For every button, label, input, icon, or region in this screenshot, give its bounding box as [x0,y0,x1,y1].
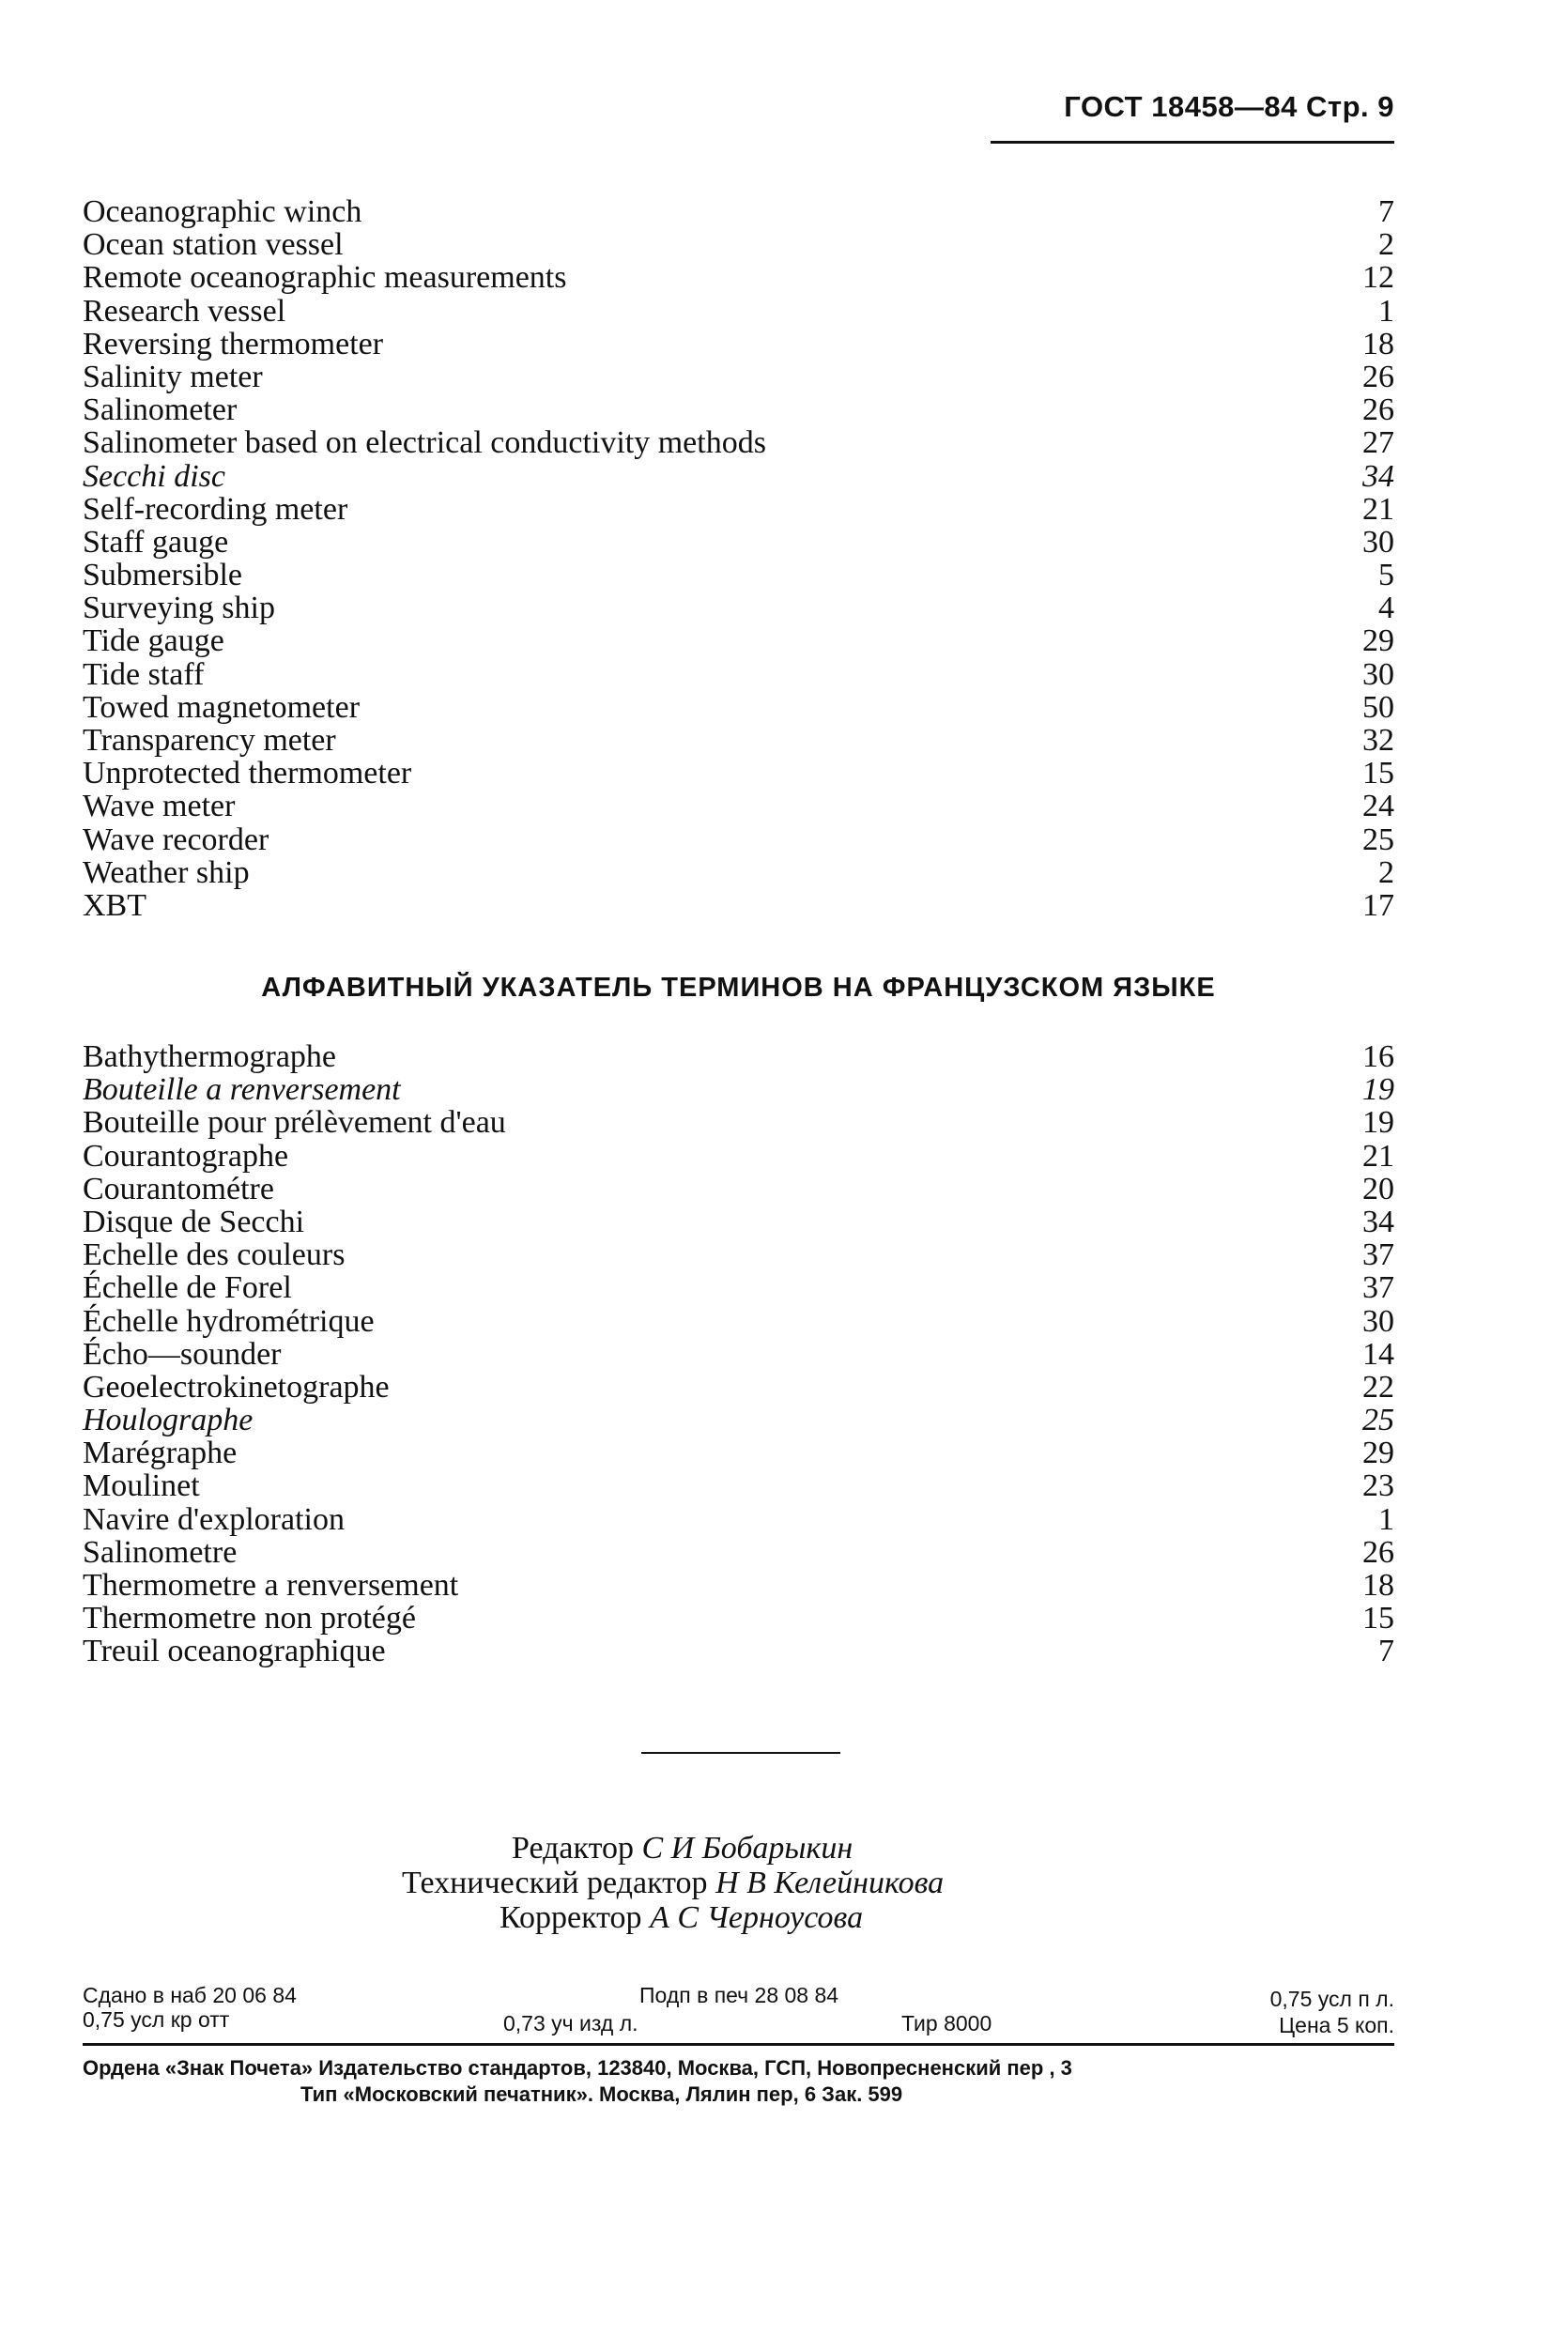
index-term: Bouteille a renversement [83,1072,401,1108]
index-page-number: 2 [1378,227,1394,263]
french-index-heading: АЛФАВИТНЫЙ УКАЗАТЕЛЬ ТЕРМИНОВ НА ФРАНЦУЗСКОМ ЯЗЫКЕ [261,973,1216,1003]
index-term: Écho—sounder [83,1336,282,1372]
index-page-number: 30 [1362,656,1394,692]
index-entry [83,1569,1394,1602]
index-page-number: 5 [1378,558,1394,593]
index-term: Remote oceanographic measurements [83,260,567,296]
index-page-number: 12 [1362,260,1394,296]
index-page-number: 29 [1362,623,1394,659]
index-term: Tide gauge [83,623,224,659]
index-page-number: 21 [1362,491,1394,527]
publisher-line-1: Ордена «Знак Почета» Издательство стандартов, 123840, Москва, ГСП, Новопресненский пер , 3 [83,2056,1072,2080]
editor-role: Редактор [512,1831,634,1866]
index-term: Towed magnetometer [83,689,361,725]
index-term: Salinometer based on electrical conductivity methods [83,425,766,461]
publisher-line-2: Тип «Московский печатник». Москва, Лялин пер, 6 Зак. 599 [300,2082,903,2106]
index-term: Unprotected thermometer [83,756,412,791]
index-page-number: 29 [1362,1436,1394,1471]
index-page-number: 27 [1362,425,1394,461]
index-page-number: 22 [1362,1369,1394,1405]
index-entry [83,361,1394,393]
index-term: Reversing thermometer [83,326,384,361]
index-page-number: 30 [1362,1303,1394,1339]
editor-credit [512,1831,853,1866]
index-entry [83,1503,1394,1536]
index-entry [83,1536,1394,1569]
index-page-number: 17 [1362,887,1394,923]
imprint-sent: Сдано в наб 20 06 84 [83,1983,297,2007]
index-page-number: 15 [1362,756,1394,791]
imprint-cond-sheets: 0,75 усл п л. [1269,1987,1394,2011]
index-term: Disque de Secchi [83,1204,305,1239]
index-entry [83,889,1394,922]
index-page-number: 2 [1378,854,1394,890]
index-term: Échelle hydrométrique [83,1303,375,1339]
index-page-number: 4 [1378,591,1394,626]
imprint-run: Тир 8000 [901,2011,992,2035]
index-entry [83,1271,1394,1304]
index-term: Wave meter [83,789,236,824]
index-entry [83,1106,1394,1139]
index-entry [83,1040,1394,1073]
index-page-number: 26 [1362,392,1394,428]
english-term-index [83,195,1394,922]
index-term: Échelle de Forel [83,1270,292,1306]
index-entry [83,493,1394,526]
corrector-role: Корректор [500,1900,642,1935]
index-page-number: 26 [1362,1534,1394,1570]
index-entry [83,393,1394,426]
index-entry [83,426,1394,459]
index-entry [83,1635,1394,1667]
index-entry [83,328,1394,361]
index-page-number: 18 [1362,326,1394,361]
index-entry [83,295,1394,328]
imprint-pub-sheets: 0,73 уч изд л. [503,2011,638,2035]
index-term: Courantométre [83,1171,274,1206]
index-entry [83,1436,1394,1469]
index-page-number: 19 [1362,1072,1394,1108]
index-entry [83,1140,1394,1173]
index-entry [83,724,1394,757]
index-entry [83,1371,1394,1404]
index-term: Navire d'exploration [83,1501,345,1537]
index-entry [83,1469,1394,1502]
imprint-signed: Подп в печ 28 08 84 [639,1983,839,2007]
index-page-number: 26 [1362,359,1394,394]
index-term: Marégraphe [83,1436,238,1471]
header-rule [991,141,1394,144]
index-page-number: 7 [1378,194,1394,229]
index-term: Salinity meter [83,359,263,394]
index-term: Oceanographic winch [83,194,362,229]
index-entry [83,823,1394,856]
divider-rule [641,1752,840,1754]
index-term: Transparency meter [83,723,336,758]
index-term: Ocean station vessel [83,227,344,263]
index-page-number: 19 [1362,1105,1394,1141]
index-entry [83,559,1394,591]
index-page-number: 30 [1362,524,1394,560]
tech-editor-role: Технический редактор [402,1866,708,1900]
index-term: Houlographe [83,1403,254,1438]
index-term: Surveying ship [83,591,275,626]
index-entry [83,856,1394,889]
index-term: XBT [83,887,146,923]
page-header: ГОСТ 18458—84 Стр. 9 [1064,90,1394,123]
index-entry [83,1206,1394,1238]
index-page-number: 14 [1362,1336,1394,1372]
index-page-number: 32 [1362,723,1394,758]
index-term: Submersible [83,558,242,593]
index-entry [83,1404,1394,1436]
index-term: Staff gauge [83,524,229,560]
index-term: Moulinet [83,1468,200,1504]
tech-editor-name: Н В Келейникова [715,1866,945,1900]
corrector-credit [500,1900,863,1936]
index-entry [83,757,1394,790]
index-page-number: 7 [1378,1634,1394,1669]
index-page-number: 1 [1378,293,1394,329]
index-term: Geoelectrokinetographe [83,1369,390,1405]
index-entry [83,1305,1394,1338]
imprint-rule [83,2043,1394,2046]
corrector-name: А С Черноусова [650,1900,864,1935]
index-entry [83,1602,1394,1635]
index-entry [83,591,1394,624]
index-page-number: 16 [1362,1039,1394,1074]
index-entry [83,1073,1394,1106]
editor-name: С И Бобарыкин [641,1831,853,1866]
index-term: Research vessel [83,293,286,329]
index-entry [83,691,1394,724]
index-term: Self-recording meter [83,491,348,527]
index-page-number: 37 [1362,1237,1394,1273]
index-page-number: 37 [1362,1270,1394,1306]
index-term: Bouteille pour prélèvement d'eau [83,1105,506,1141]
index-entry [83,624,1394,657]
index-term: Thermometre non protégé [83,1601,416,1636]
index-page-number: 24 [1362,789,1394,824]
index-page-number: 23 [1362,1468,1394,1504]
index-entry [83,1238,1394,1271]
tech-editor-credit [402,1866,944,1901]
index-term: Treuil oceanographique [83,1634,386,1669]
index-page-number: 1 [1378,1501,1394,1537]
french-term-index [83,1040,1394,1668]
index-entry [83,790,1394,822]
index-term: Wave recorder [83,822,269,857]
index-page-number: 50 [1362,689,1394,725]
index-term: Secchi disc [83,458,225,494]
imprint-block [83,1983,1394,2039]
index-entry [83,658,1394,691]
index-term: Thermometre a renversement [83,1568,459,1603]
index-entry [83,195,1394,228]
index-page-number: 34 [1362,1204,1394,1239]
index-page-number: 25 [1362,822,1394,857]
index-entry [83,261,1394,294]
imprint-print-sheets: 0,75 усл кр отт [83,2007,230,2032]
index-term: Courantographe [83,1138,289,1174]
index-page-number: 25 [1362,1403,1394,1438]
index-entry [83,228,1394,261]
index-entry [83,1338,1394,1371]
index-page-number: 15 [1362,1601,1394,1636]
index-term: Echelle des couleurs [83,1237,346,1273]
index-entry [83,460,1394,493]
index-term: Salinometre [83,1534,238,1570]
index-term: Weather ship [83,854,250,890]
index-page-number: 21 [1362,1138,1394,1174]
index-term: Salinometer [83,392,238,428]
index-page-number: 34 [1362,458,1394,494]
imprint-price: Цена 5 коп. [1279,2013,1394,2037]
index-entry [83,1173,1394,1206]
index-page-number: 18 [1362,1568,1394,1603]
index-page-number: 20 [1362,1171,1394,1206]
index-term: Tide staff [83,656,205,692]
index-term: Bathythermographe [83,1039,337,1074]
index-entry [83,526,1394,559]
